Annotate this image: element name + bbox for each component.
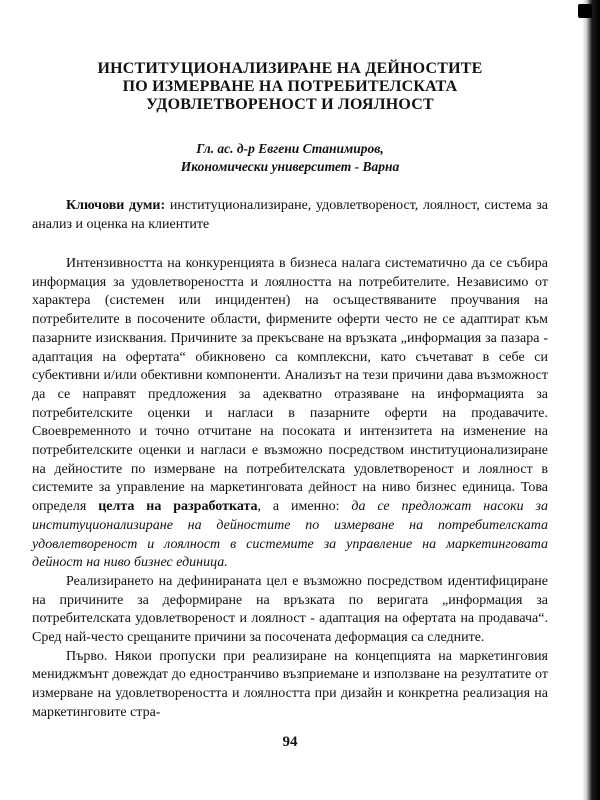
scan-corner-mark: [578, 4, 592, 18]
scan-edge-shadow: [582, 0, 600, 800]
title-line: ИНСТИТУЦИОНАЛИЗИРАНЕ НА ДЕЙНОСТИТЕ: [97, 60, 483, 77]
paragraph-italic-goal: да се предложат насоки за институционализиране на дейностите по измерване на потребителската удовлетвореност и лоялност в системите за управление на маркетинговата дейност на ниво бизнес единица.: [32, 499, 549, 571]
page-number: 94: [282, 734, 298, 750]
document-page: [32, 60, 549, 750]
paragraph-text: , а именно:: [257, 499, 352, 515]
article-title: [32, 60, 548, 114]
paragraph-first-cause: Първо. Някои пропуски при реализиране на концепцията на маркетинговия мениджмънт довеждат до едностранчиво възприемане и използване на резултатите от измерване на удовлетвореността и лоялността при дизайн и конкретна реализация на маркетинговите стра-: [32, 648, 548, 720]
keywords-text: институционализиране, удовлетвореност, лоялност, система за анализ и оценка на клиентите: [32, 198, 548, 232]
keywords: [32, 196, 548, 234]
paragraph-text: Интензивността на конкуренцията в бизнеса налага систематично да се събира информация за удовлетвореността и лоялността на потребителите. Независимо от характера (системен или инцидентен) на осъществяваните проучвания на потребителите в посочените области, фирмените оферти често не се адаптират към пазарните изисквания. Причините за прекъсване на връзката „информация за пазара - адаптация на офертата“ обикновено са комплексни, като съчетават в себе си субективни и/или обективни компоненти. Анализът на тези причини дава възможност да се направят предложения за адекватно отразяване на информацията за потребителските оценки и нагласи в пазарните оферти на продавачите. Своевременното и точно отчитане на посоката и интензитета на изменение на потребителските оценки и нагласи е възможно посредством институционализиране на дейностите по измерване на потребителската удовлетвореност и лоялност в системите за управление на маркетинговата дейност на ниво бизнес единица. Това определя: [32, 256, 548, 515]
keywords-label: Ключови думи:: [66, 198, 166, 213]
author-affiliation: Икономически университет - Варна: [180, 159, 400, 174]
title-line: ПО ИЗМЕРВАНЕ НА ПОТРЕБИТЕЛСКАТА: [122, 78, 458, 95]
title-line: УДОВЛЕТВОРЕНОСТ И ЛОЯЛНОСТ: [146, 96, 434, 113]
paragraph-causes: Реализирането на дефинираната цел е възможно посредством идентифициране на причините за деформиране на връзката по веригата „информация за потребителската удовлетвореност и лоялност - адаптация на офертата на продавача“. Сред най-често срещаните причини за посочената деформация са следните.: [32, 573, 548, 646]
author-block: [32, 140, 548, 176]
paragraph-intro: [32, 255, 548, 573]
paragraph-highlight: целта на разработката: [98, 499, 258, 515]
author-name: Гл. ас. д-р Евгени Станимиров,: [196, 141, 384, 156]
